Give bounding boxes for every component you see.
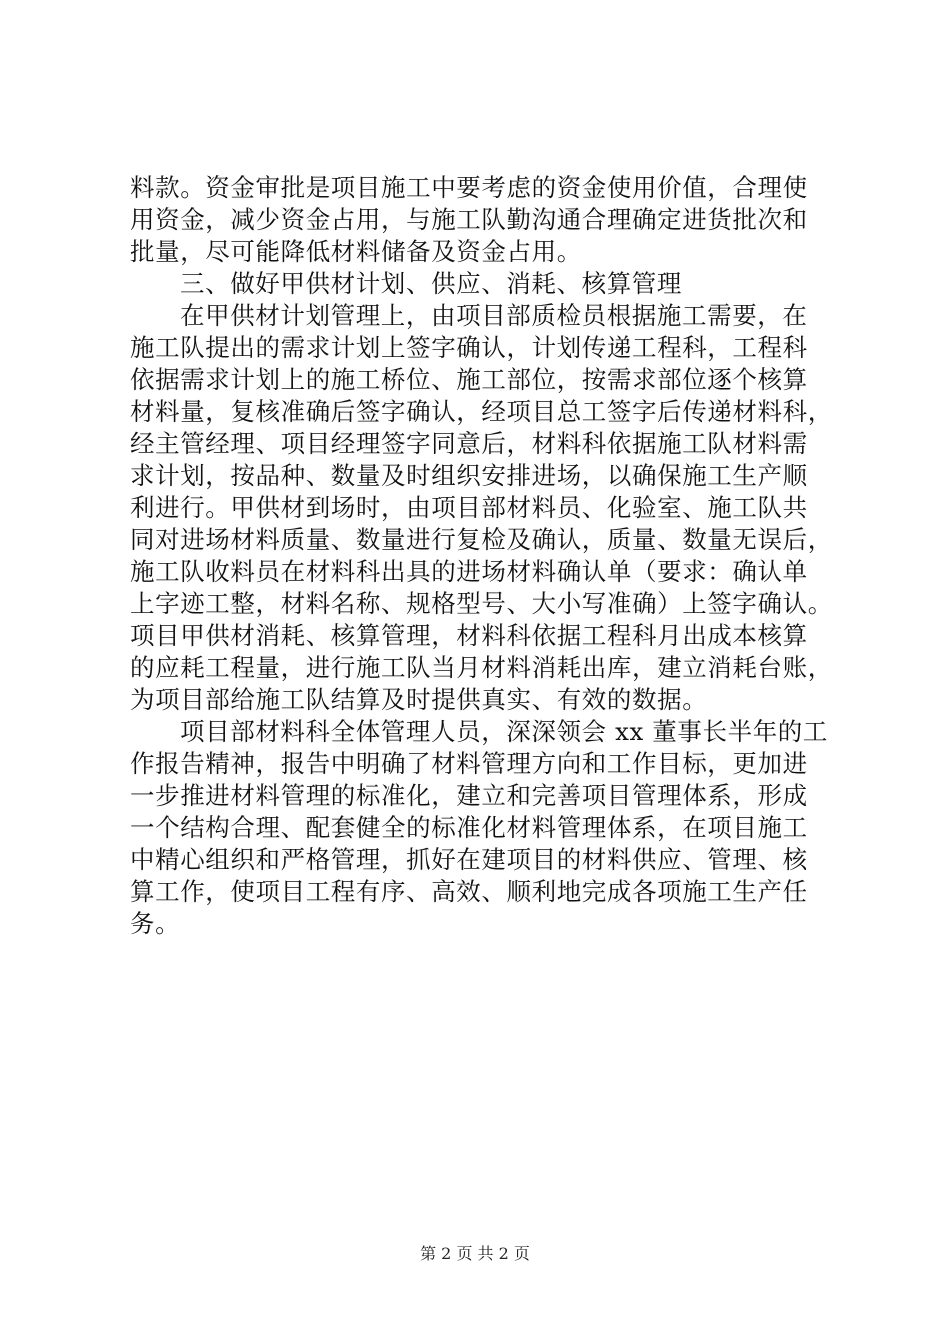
- text-line: 经主管经理、项目经理签字同意后，材料科依据施工队材料需: [130, 429, 808, 458]
- page-footer: [0, 1244, 950, 1264]
- text-line: 依据需求计划上的施工桥位、施工部位，按需求部位逐个核算: [130, 365, 808, 394]
- section-heading-text: 三、做好甲供材计划、供应、消耗、核算管理: [180, 269, 682, 298]
- text-line: 施工队提出的需求计划上签字确认，计划传递工程科，工程科: [130, 333, 808, 362]
- paragraph-conclusion: [130, 716, 830, 940]
- page-number: 第 2 页 共 2 页: [420, 1244, 530, 1263]
- text-line: 为项目部给施工队结算及时提供真实、有效的数据。: [130, 685, 708, 714]
- text-line: 同对进场材料质量、数量进行复检及确认，质量、数量无误后，: [130, 525, 833, 554]
- text-line: 中精心组织和严格管理，抓好在建项目的材料供应、管理、核: [130, 845, 808, 874]
- text-line: 务。: [130, 909, 181, 938]
- paragraph-supply-management: [130, 300, 833, 716]
- text-line: 一个结构合理、配套健全的标准化材料管理体系，在项目施工: [130, 813, 808, 842]
- text-line: 求计划，按品种、数量及时组织安排进场，以确保施工生产顺: [130, 461, 808, 490]
- text-line: 在甲供材计划管理上，由项目部质检员根据施工需要，在: [180, 301, 808, 330]
- text-line: 批量，尽可能降低材料储备及资金占用。: [130, 237, 582, 266]
- text-line: 一步推进材料管理的标准化，建立和完善项目管理体系，形成: [130, 781, 808, 810]
- text-line: 的应耗工程量，进行施工队当月材料消耗出库，建立消耗台账，: [130, 653, 833, 682]
- document-body: [130, 172, 833, 940]
- paragraph-funds-approval: [130, 172, 830, 268]
- section-heading: [130, 268, 830, 300]
- text-line: 材料量，复核准确后签字确认，经项目总工签字后传递材料科，: [130, 397, 833, 426]
- text-line: 用资金，减少资金占用，与施工队勤沟通合理确定进货批次和: [130, 205, 808, 234]
- text-line: 项目部材料科全体管理人员，深深领会 xx 董事长半年的工: [180, 717, 829, 746]
- text-line: 作报告精神，报告中明确了材料管理方向和工作目标，更加进: [130, 749, 808, 778]
- text-line: 施工队收料员在材料科出具的进场材料确认单（要求：确认单: [130, 557, 808, 586]
- text-line: 上字迹工整，材料名称、规格型号、大小写准确）上签字确认。: [130, 589, 833, 618]
- text-line: 料款。资金审批是项目施工中要考虑的资金使用价值，合理使: [130, 173, 808, 202]
- text-line: 利进行。甲供材到场时，由项目部材料员、化验室、施工队共: [130, 493, 808, 522]
- text-line: 项目甲供材消耗、核算管理，材料科依据工程科月出成本核算: [130, 621, 808, 650]
- text-line: 算工作，使项目工程有序、高效、顺利地完成各项施工生产任: [130, 877, 808, 906]
